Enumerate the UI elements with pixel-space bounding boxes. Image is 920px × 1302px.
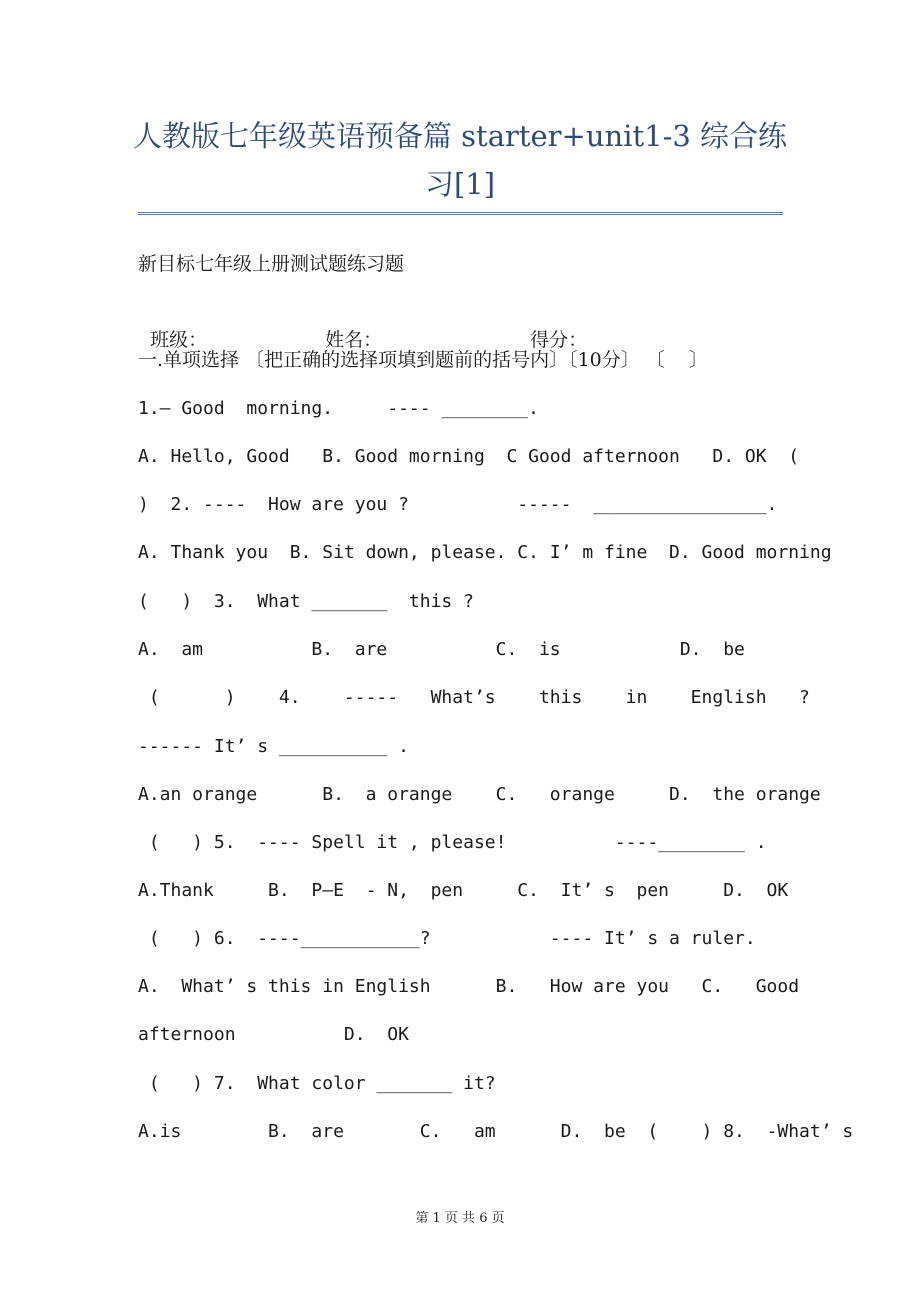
question-line: ( ) 3. What _______ this ?: [138, 591, 474, 612]
name-label: 姓名：: [325, 329, 383, 351]
question-line: ( ) 4. ----- What’s this in English ?: [138, 687, 810, 708]
document-title-line-2: 习[1]: [424, 167, 496, 201]
section-heading: 一.单项选择 〔把正确的选择项填到题前的括号内〕〔10分〕 〔 〕: [138, 349, 708, 371]
question-line: afternoon D. OK: [138, 1024, 409, 1045]
subtitle: 新目标七年级上册测试题练习题: [138, 253, 405, 275]
question-line: A.an orange B. a orange C. orange D. the orange: [138, 784, 821, 805]
question-line: ( ) 7. What color _______ it?: [138, 1073, 496, 1094]
question-line: 1.— Good morning. ---- ________.: [138, 398, 539, 419]
title-divider: [138, 212, 783, 215]
page-footer: 第 1 页 共 6 页: [415, 1211, 505, 1226]
score-label: 得分：: [530, 329, 588, 351]
question-line: ------ It’ s __________ .: [138, 736, 409, 757]
document-title-line-1: 人教版七年级英语预备篇 starter+unit1-3 综合练: [132, 119, 788, 153]
question-line: A. What’ s this in English B. How are you C. Good: [138, 976, 800, 997]
question-line: A. am B. are C. is D. be: [138, 639, 745, 660]
question-line: A. Hello, Good B. Good morning C Good afternoon D. OK (: [138, 446, 800, 467]
question-line: A.Thank B. P—E - N, pen C. It’ s pen D. OK: [138, 880, 789, 901]
class-label: 班级：: [150, 329, 208, 351]
question-line: A. Thank you B. Sit down, please. C. I’ m fine D. Good morning: [138, 542, 832, 563]
question-line: ( ) 5. ---- Spell it , please! ----________ .: [138, 832, 767, 853]
question-line: ) 2. ---- How are you ? ----- ________________.: [138, 494, 778, 515]
question-line: ( ) 6. ----___________? ---- It’ s a ruler.: [138, 928, 756, 949]
question-line: A.is B. are C. am D. be ( ) 8. -What’ s: [138, 1121, 854, 1142]
